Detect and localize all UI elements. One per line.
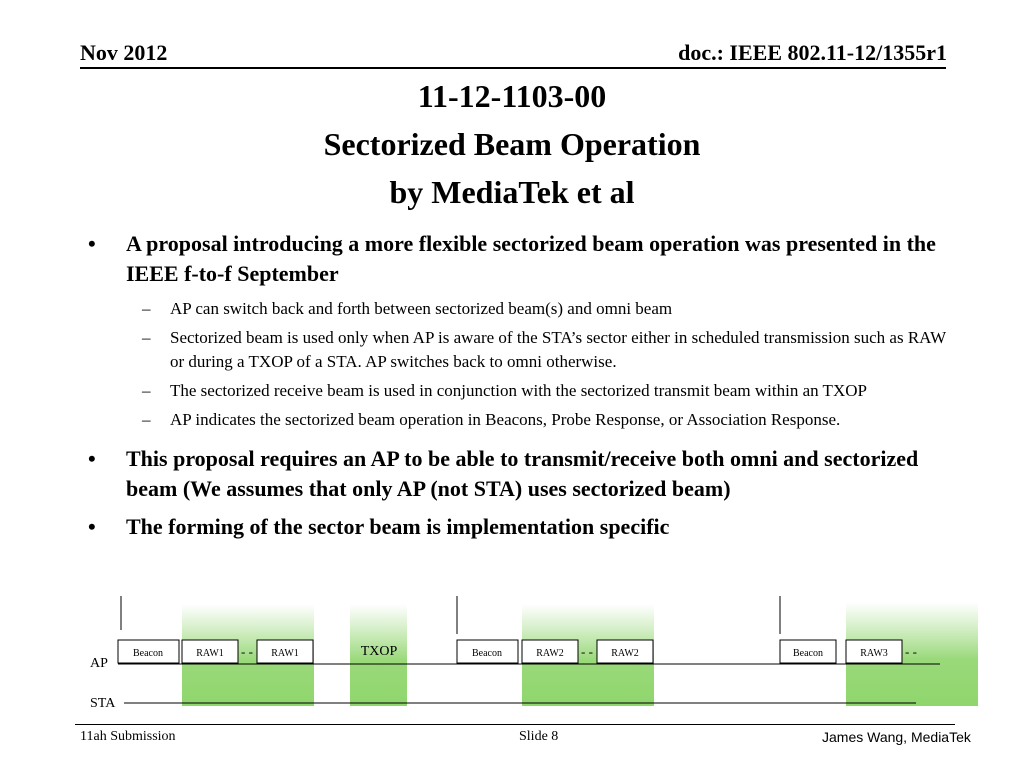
- title-line-2: Sectorized Beam Operation: [323, 126, 701, 162]
- timing-diagram: [0, 590, 1024, 720]
- sub-bullet-text: AP can switch back and forth between sectorized beam(s) and omni beam: [170, 299, 673, 318]
- footer-submission: 11ah Submission: [80, 729, 176, 744]
- raw2-label: RAW2: [536, 648, 564, 659]
- slide-body: [86, 229, 956, 550]
- ap-label: AP: [90, 656, 108, 671]
- footer-rule: [75, 724, 955, 725]
- bullet-text: This proposal requires an AP to be able to transmit/receive both omni and sectorized beam (We assumes that only AP (not STA) uses sectorized beam): [126, 446, 919, 501]
- footer-author: James Wang, MediaTek: [822, 729, 971, 745]
- bullet-text: A proposal introducing a more flexible sectorized beam operation was presented in the IEEE f-to-f September: [126, 231, 936, 286]
- dash-icon: –: [142, 328, 151, 347]
- beacon-label: Beacon: [133, 648, 163, 659]
- raw2-label: RAW2: [611, 648, 639, 659]
- sta-label: STA: [90, 696, 116, 711]
- sub-bullet-item: [86, 297, 956, 321]
- beacon-label: Beacon: [793, 648, 823, 659]
- header-date: Nov 2012: [80, 40, 168, 65]
- bullet-icon: •: [88, 514, 96, 539]
- footer-slide-number: Slide 8: [519, 729, 559, 744]
- header-rule: [80, 67, 946, 69]
- continuation-dashes: - -: [581, 644, 593, 659]
- continuation-dashes: - -: [905, 644, 917, 659]
- raw3-label: RAW3: [860, 648, 888, 659]
- bullet-item: [86, 229, 956, 289]
- dash-icon: –: [142, 381, 151, 400]
- bullet-item: [86, 512, 956, 542]
- raw1-label: RAW1: [196, 648, 224, 659]
- sub-bullet-text: The sectorized receive beam is used in conjunction with the sectorized transmit beam within an TXOP: [170, 381, 867, 400]
- bullet-icon: •: [88, 446, 96, 471]
- header-doc-id: doc.: IEEE 802.11-12/1355r1: [678, 40, 947, 65]
- bullet-text: The forming of the sector beam is implementation specific: [126, 514, 670, 539]
- raw1-label: RAW1: [271, 648, 299, 659]
- sub-bullet-item: [86, 408, 956, 432]
- sub-bullet-text: AP indicates the sectorized beam operation in Beacons, Probe Response, or Association Response.: [170, 410, 841, 429]
- continuation-dashes: - -: [241, 644, 253, 659]
- bullet-icon: •: [88, 231, 96, 256]
- sub-bullet-text: Sectorized beam is used only when AP is aware of the STA’s sector either in scheduled transmission such as RAW or during a TXOP of a STA. AP switches back to omni otherwise.: [170, 328, 946, 371]
- txop-label: TXOP: [360, 644, 398, 659]
- title-line-3: by MediaTek et al: [389, 174, 635, 210]
- slide-title: [0, 72, 1024, 216]
- sub-bullet-item: [86, 379, 956, 403]
- sub-bullet-item: [86, 326, 956, 374]
- dash-icon: –: [142, 299, 151, 318]
- dash-icon: –: [142, 410, 151, 429]
- title-line-1: 11-12-1103-00: [417, 78, 607, 114]
- bullet-item: [86, 444, 956, 504]
- beacon-label: Beacon: [472, 648, 502, 659]
